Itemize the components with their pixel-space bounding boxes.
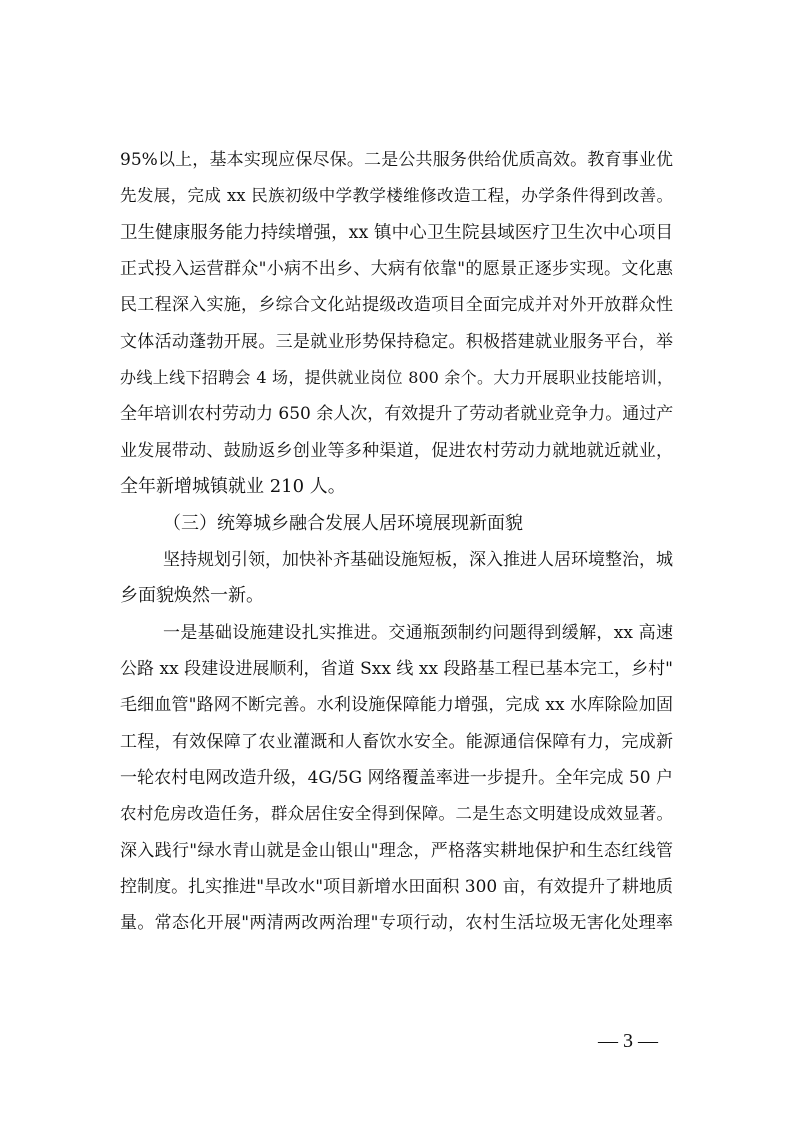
paragraph-line: 坚持规划引领，加快补齐基础设施短板，深入推进人居环境整治，城 bbox=[163, 549, 673, 570]
paragraph-line: 农村危房改造任务，群众居住安全得到保障。二是生态文明建设成效显著。 bbox=[120, 804, 673, 824]
paragraph-line: 量。常态化开展"两清两改两治理"专项行动，农村生活垃圾无害化处理率 bbox=[120, 913, 673, 934]
paragraph-line: 全年新增城镇就业 210 人。 bbox=[120, 476, 346, 498]
paragraph-line: 乡面貌焕然一新。 bbox=[120, 585, 264, 607]
paragraph-line: 文体活动蓬勃开展。三是就业形势保持稳定。积极搭建就业服务平台，举 bbox=[120, 331, 673, 352]
paragraph-line: 一轮农村电网改造升级，4G/5G 网络覆盖率进一步提升。全年完成 50 户 bbox=[120, 767, 673, 788]
paragraph-line: 办线上线下招聘会 4 场，提供就业岗位 800 余个。大力开展职业技能培训， bbox=[120, 368, 673, 388]
paragraph-line: 卫生健康服务能力持续增强，xx 镇中心卫生院县域医疗卫生次中心项目 bbox=[120, 222, 673, 243]
paragraph-line: 民工程深入实施，乡综合文化站提级改造项目全面完成并对外开放群众性 bbox=[120, 295, 673, 316]
paragraph-line: 全年培训农村劳动力 650 余人次，有效提升了劳动者就业竞争力。通过产 bbox=[120, 404, 674, 425]
paragraph-line: 先发展，完成 xx 民族初级中学教学楼维修改造工程，办学条件得到改善。 bbox=[120, 186, 673, 206]
paragraph-line: 公路 xx 段建设进展顺利，省道 Sxx 线 xx 段路基工程已基本完工，乡村" bbox=[120, 658, 673, 679]
paragraph-line: 毛细血管"路网不断完善。水利设施保障能力增强，完成 xx 水库除险加固 bbox=[120, 695, 673, 716]
paragraph-line: 95%以上，基本实现应保尽保。二是公共服务供给优质高效。教育事业优 bbox=[120, 150, 673, 170]
paragraph-line: 深入践行"绿水青山就是金山银山"理念，严格落实耕地保护和生态红线管 bbox=[120, 840, 673, 861]
section-heading: （三）统筹城乡融合发展人居环境展现新面貌 bbox=[163, 512, 523, 534]
paragraph-line: 业发展带动、鼓励返乡创业等多种渠道，促进农村劳动力就地就近就业， bbox=[120, 440, 673, 461]
paragraph-line: 一是基础设施建设扎实推进。交通瓶颈制约问题得到缓解，xx 高速 bbox=[163, 622, 673, 643]
paragraph-line: 正式投入运营群众"小病不出乡、大病有依靠"的愿景正逐步实现。文化惠 bbox=[120, 259, 673, 280]
paragraph-line: 工程，有效保障了农业灌溉和人畜饮水安全。能源通信保障有力，完成新 bbox=[120, 731, 673, 752]
paragraph-line: 控制度。扎实推进"旱改水"项目新增水田面积 300 亩，有效提升了耕地质 bbox=[120, 877, 673, 897]
page-number: — 3 — bbox=[598, 1030, 658, 1052]
